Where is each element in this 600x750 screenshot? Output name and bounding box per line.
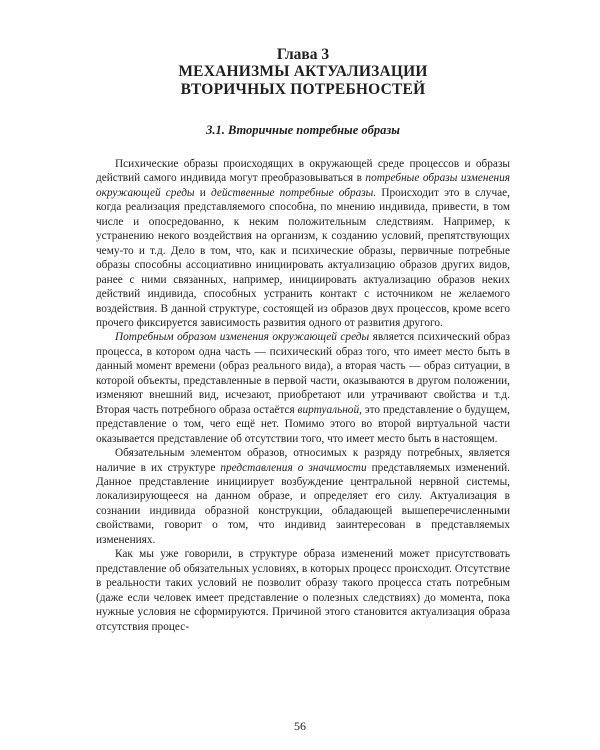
- text-run: является психический образ процесса, в котором одна часть — психический образ того, что имеет место быть в данный момент времени (образ реального вида), а вторая часть — образ ситуации, в которой объекты, представленные в первой части, оказываются в другом положении, изменяют внешний вид, исчезают, приобретают или утрачивают свойства и т.д. Вторая часть потребного образа остаётся: [96, 331, 510, 416]
- text-run: представляемых изменений. Данное представление инициирует возбуждение центральной нервной системы, локализирующееся на данном образе, и определяет его силу. Актуализация в сознании индивида образной конструкции, обладающей вышеперечисленными свойствами, говорит о том, что индивид заинтересован в представляемых изменениях.: [96, 461, 511, 546]
- chapter-title-line-1: МЕХАНИЗМЫ АКТУАЛИЗАЦИИ: [178, 63, 428, 80]
- text-run: Происходит это в случае, когда реализация представляемого способна, по мнению индивида, привести, в том числе и опосредованно, к неким положительным следствиям. Например, к устранению некого воздействия на организм, к созданию условий, препятствующих чему-то и т.д. Дело в том, что, как и психические образы, первичные потребные образы способны ассоциативно инициировать актуализацию образов других видов, ранее с ними связанных, например, инициировать актуализацию образов неких действий индивида, способных устранить контакт с источником не желаемого воздействия. В данной структуре, состоящей из образов двух процессов, кроме всего прочего фиксируется зависимость развития одного от развития другого.: [96, 186, 510, 329]
- chapter-title-line-2: ВТОРИЧНЫХ ПОТРЕБНОСТЕЙ: [180, 81, 426, 98]
- body-text: [96, 157, 510, 634]
- text-run: и: [194, 186, 211, 199]
- paragraph: [96, 157, 510, 330]
- paragraph: [96, 330, 510, 446]
- paragraph: [96, 446, 510, 547]
- chapter-heading: [96, 46, 510, 99]
- italic-term: действенные потребные образы.: [211, 186, 377, 199]
- italic-term: виртуальной,: [297, 403, 362, 416]
- text-run: это представление о будущем, представление о том, чего ещё нет. Помимо этого во второй виртуальной части оказывается представление об отсутствии того, что имеет место быть в настоящем.: [96, 403, 511, 445]
- paragraph: [96, 547, 510, 634]
- text-run: Психические образы происходящих в окружающей среде процессов и образы действий самого индивида могут преобразовываться в: [96, 158, 510, 185]
- italic-term: представления о значимости: [220, 461, 367, 474]
- chapter-number: Глава 3: [276, 46, 330, 63]
- text-run: Как мы уже говорили, в структуре образа изменений может присутствовать представление об обязательных условиях, в которых процесс происходит. Отсутствие в реальности таких условий не позволит образу такого процесса стать потребным (даже если человек имеет представление о полезных следствиях) до момента, пока нужные условия не сформируются. Причиной этого становится актуализация образа отсутствия процес-: [96, 548, 510, 633]
- italic-term: потребные образы изменения окружающей среды: [96, 172, 510, 199]
- italic-term: Потребным образом изменения окружающей среды: [115, 331, 370, 344]
- text-run: Обязательным элементом образов, относимых к разряду потребных, является наличие в их структуре: [96, 447, 510, 474]
- section-title: 3.1. Вторичные потребные образы: [206, 123, 400, 137]
- page-number: 56: [294, 719, 306, 733]
